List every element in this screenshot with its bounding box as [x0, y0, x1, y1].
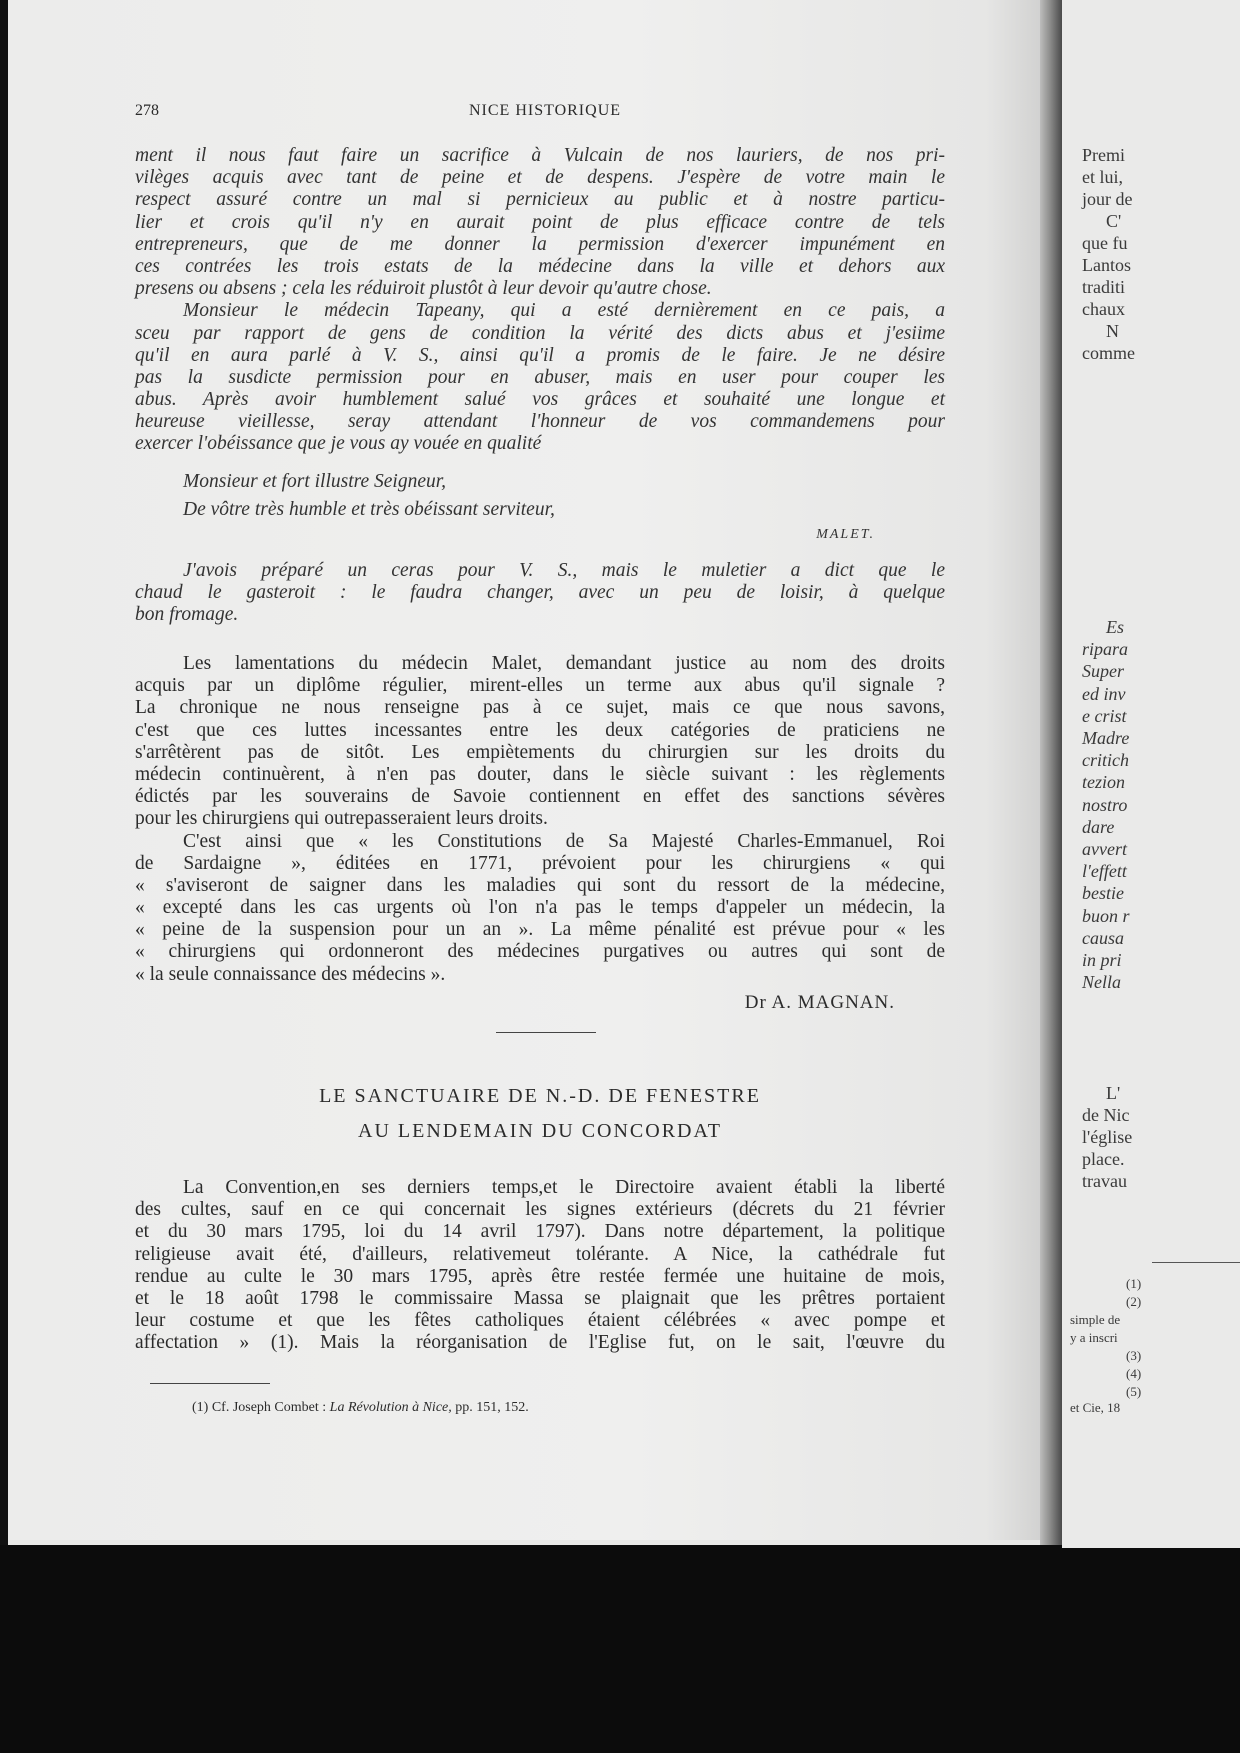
text-line: Monsieur le médecin Tapeany, qui a esté dernièrement en ce pais, a: [183, 300, 945, 322]
facing-page-fragment: causa: [1082, 927, 1124, 948]
facing-page-fragment: que fu: [1082, 233, 1128, 253]
facing-page-fragment: (2): [1126, 1294, 1142, 1309]
text-line: entrepreneurs, que de me donner la permission d'exercer impunément en: [135, 233, 945, 255]
text-line: « excepté dans les cas urgents où l'on n'a pas le temps d'appeler un médecin, la: [135, 897, 945, 919]
footnote-ref: (1) Cf. Joseph Combet :: [192, 1400, 330, 1415]
text-line: médecin continuèrent, à n'en pas douter, dans le siècle suivant : les règlements: [135, 763, 945, 785]
text-line: presens ou absens ; cela les réduiroit plustôt à leur devoir qu'autre chose.: [135, 278, 712, 300]
article-body: [135, 1177, 945, 1355]
facing-page-fragment: ripara: [1082, 639, 1129, 660]
facing-page-fragment: Lantos: [1082, 255, 1131, 275]
facing-page-fragment: (1): [1126, 1276, 1142, 1291]
scanner-bed: [0, 1545, 1240, 1753]
facing-page-fragment: l'église: [1082, 1127, 1133, 1147]
footnote-pages: pp. 151, 152.: [451, 1400, 529, 1415]
facing-page-fragment: in pri: [1082, 950, 1122, 970]
article-title: LE SANCTUAIRE DE N.-D. DE FENESTRE: [319, 1085, 761, 1107]
footnote-title: La Révolution à Nice,: [329, 1400, 452, 1415]
facing-page-fragment: Es: [1106, 617, 1124, 637]
text-line: respect assuré contre un mal si pernicieux au public et à nostre particu-: [135, 189, 945, 211]
text-line: pour les chirurgiens qui outrepasseraient leurs droits.: [135, 808, 548, 830]
facing-page-fragment: tezion: [1082, 772, 1125, 793]
text-line: rendue au culte le 30 mars 1795, après être restée fermée une huitaine de mois,: [135, 1265, 945, 1287]
text-line: abus. Après avoir humblement salué vos grâces et souhaité une longue et: [135, 389, 945, 411]
text-line: lier et crois qu'il n'y en aurait point de plus efficace contre de tels: [135, 211, 945, 233]
facing-page-fragment: traditi: [1082, 277, 1125, 297]
facing-footnote-rule: [1152, 1262, 1240, 1263]
facing-page-fragment: (4): [1126, 1366, 1142, 1381]
facing-page-fragment: critich: [1082, 750, 1129, 771]
salutation-line: De vôtre très humble et très obéissant serviteur,: [183, 499, 555, 520]
text-line: leur costume et que les fêtes catholiques étaient célébrées « avec pompe et: [135, 1310, 945, 1332]
facing-page-fragment: buon r: [1082, 905, 1130, 926]
text-line: sceu par rapport de gens de condition la vérité des dicts abus et j'esiime: [135, 322, 945, 344]
facing-page-fragment: Nella: [1082, 972, 1121, 993]
facing-page-fragment: Madre: [1082, 728, 1130, 748]
facing-page-fragment: et lui,: [1082, 167, 1123, 187]
facing-page-fragment: Super: [1082, 661, 1124, 682]
footnote-rule: [150, 1383, 270, 1384]
facing-page-fragment: l'effett: [1082, 861, 1127, 882]
text-line: ces contrées les trois estats de la médecine dans la ville et dehors aux: [135, 255, 945, 277]
facing-page-fragment: L': [1106, 1083, 1121, 1103]
facing-page-fragment: bestie: [1082, 883, 1124, 904]
facing-page-fragment: ed inv: [1082, 683, 1126, 704]
section-divider: [496, 1032, 596, 1033]
page-number: 278: [135, 102, 159, 119]
facing-page-fragment: (5): [1126, 1384, 1142, 1399]
text-line: « peine de la suspension pour un an ». La même pénalité est prévue pour « les: [135, 919, 945, 941]
facing-page-fragment: place.: [1082, 1149, 1125, 1169]
facing-page-fragment: Premi: [1082, 145, 1125, 165]
book-page-right: [1062, 0, 1240, 1548]
facing-page-fragment: C': [1106, 211, 1122, 231]
postscript: [135, 560, 945, 627]
text-line: La chronique ne nous renseigne pas à ce sujet, mais ce que nous savons,: [135, 697, 945, 719]
text-line: vilèges acquis avec tant de peine et de despens. J'espère de votre main le: [135, 167, 945, 189]
facing-page-fragment: N: [1106, 321, 1119, 341]
letter-closing: [135, 468, 945, 546]
text-line: bon fromage.: [135, 604, 239, 626]
text-line: heureuse vieillesse, seray attendant l'honneur de vos commandemens pour: [135, 411, 945, 433]
facing-page-fragment: chaux: [1082, 299, 1125, 319]
text-line: des cultes, sauf en ce qui concernait les signes extérieurs (décrets du 21 février: [135, 1199, 945, 1221]
facing-page-fragment: dare: [1082, 816, 1115, 837]
text-line: c'est que ces luttes incessantes entre les deux catégories de praticiens ne: [135, 719, 945, 741]
salutation-line: Monsieur et fort illustre Seigneur,: [183, 471, 447, 492]
text-line: édictés par les souverains de Savoie contiennent en effet des sanctions sévères: [135, 786, 945, 808]
text-line: de Sardaigne », éditées en 1771, prévoient pour les chirurgiens « qui: [135, 852, 945, 874]
text-line: acquis par un diplôme régulier, mirent-elles un terme aux abus qu'il signale ?: [135, 675, 945, 697]
text-line: et le 18 août 1798 le commissaire Massa se plaignait que les prêtres portaient: [135, 1287, 945, 1309]
book-gutter: [1040, 0, 1062, 1545]
facing-page-fragment: e crist: [1082, 705, 1127, 726]
text-line: « chirurgiens qui ordonneront des médecines purgatives ou autres qui sont de: [135, 941, 945, 963]
letter-text: [135, 145, 945, 456]
page-header: [135, 102, 955, 128]
text-line: chaud le gasteroit : le faudra changer, avec un peu de loisir, à quelque: [135, 582, 945, 604]
facing-page-fragment: y a inscri: [1070, 1330, 1118, 1345]
facing-page-fragment: (3): [1126, 1348, 1142, 1363]
facing-page-fragment: travau: [1082, 1171, 1127, 1191]
text-line: exercer l'obéissance que je vous ay vouée en qualité: [135, 433, 542, 455]
text-line: « s'aviseront de saigner dans les maladies qui sont du ressort de la médecine,: [135, 874, 945, 896]
facing-page-fragment: simple de: [1070, 1312, 1121, 1327]
scan-edge: [0, 0, 8, 1545]
text-line: J'avois préparé un ceras pour V. S., mais le muletier a dict que le: [183, 560, 945, 581]
text-line: La Convention,en ses derniers temps,et le Directoire avaient établi la liberté: [183, 1177, 945, 1198]
text-line: Les lamentations du médecin Malet, demandant justice au nom des droits: [183, 653, 945, 674]
facing-page-fragment: avvert: [1082, 839, 1127, 859]
facing-page-fragment: comme: [1082, 343, 1135, 363]
text-line: pas la susdicte permission pour en abuser, mais en user pour couper les: [135, 366, 945, 388]
letter-signature: MALET.: [816, 527, 875, 542]
facing-page-fragment: jour de: [1082, 189, 1133, 209]
facing-page-fragment: de Nic: [1082, 1105, 1130, 1125]
text-line: religieuse avait été, d'ailleurs, relativemeut tolérante. A Nice, la cathédrale fut: [135, 1243, 945, 1265]
article-author: Dr A. MAGNAN.: [744, 992, 895, 1013]
text-line: s'arrêtèrent pas de sitôt. Les empiètements du chirurgien sur les droits du: [135, 741, 945, 763]
text-line: qu'il en aura parlé à V. S., ainsi qu'il a promis de le faire. Je ne désire: [135, 344, 945, 366]
text-line: C'est ainsi que « les Constitutions de Sa Majesté Charles-Emmanuel, Roi: [183, 830, 945, 852]
text-line: et du 30 mars 1795, loi du 14 avril 1797). Dans notre département, la politique: [135, 1221, 945, 1243]
text-line: affectation » (1). Mais la réorganisation de l'Eglise fut, on le sait, l'œuvre du: [135, 1332, 945, 1354]
facing-page-fragment: nostro: [1082, 794, 1128, 815]
text-line: ment il nous faut faire un sacrifice à Vulcain de nos lauriers, de nos pri-: [135, 145, 945, 166]
facing-page-fragment: et Cie, 18: [1070, 1400, 1121, 1415]
commentary-text: [135, 653, 945, 986]
article-subtitle: AU LENDEMAIN DU CONCORDAT: [358, 1120, 722, 1142]
footnote: [192, 1400, 529, 1416]
text-line: « la seule connaissance des médecins ».: [135, 963, 446, 985]
running-head: NICE HISTORIQUE: [468, 102, 622, 119]
